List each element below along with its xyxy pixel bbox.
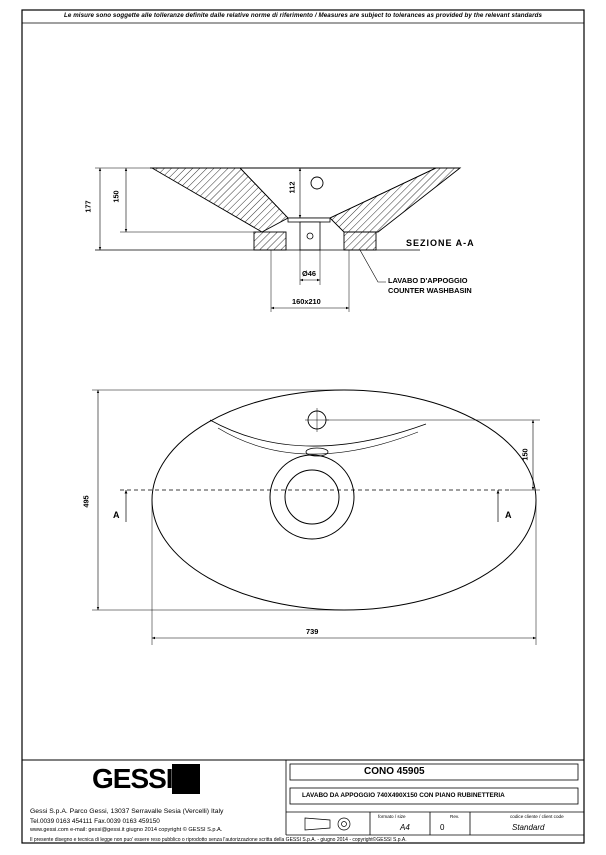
section-wall-left <box>152 168 288 232</box>
drain-ring-outer <box>270 455 354 539</box>
dim-177-label: 177 <box>83 200 93 213</box>
product-code-box <box>290 764 578 780</box>
client-code-value: Standard <box>512 823 545 832</box>
company-line: Gessi S.p.A. Parco Gessi, 13037 Serravalle Sesia (Vercelli) Italy <box>30 808 224 815</box>
tolerance-note: Le misure sono soggette alle tolleranze definite dalle relative norme di riferimento / Measures are subject to tolerances as provided by the relevant standards <box>63 12 543 19</box>
product-code: CONO 45905 <box>364 766 425 777</box>
rev-label: Rev. <box>450 814 460 819</box>
callout-it: LAVABO D'APPOGGIO <box>388 276 468 285</box>
section-title: SEZIONE A-A <box>406 238 475 248</box>
dim-base-label: 160x210 <box>292 297 321 306</box>
format-label: formato / size <box>378 814 406 819</box>
base-left <box>254 232 286 250</box>
footer-note: Il presente disegno e tecnica di legge non puo' essere reso pubblico o riprodotto senza l'autorizzazione scritta della GESSI S.p.A. - giugno 2014 - copyright©GESSI S.p.A. <box>30 837 407 843</box>
plan-view <box>92 390 540 645</box>
sheet-frame <box>22 10 584 843</box>
logo-black-square <box>172 764 200 794</box>
format-value: A4 <box>400 823 410 832</box>
dim-150-plan-label: 150 <box>520 448 530 461</box>
callout-leader <box>360 250 386 282</box>
dim-112-label: 112 <box>287 181 297 194</box>
callout-en: COUNTER WASHBASIN <box>388 286 472 295</box>
tap-hole-section <box>311 177 323 189</box>
dim-739-label: 739 <box>306 627 319 636</box>
projection-symbol <box>305 818 330 830</box>
section-wall-right <box>330 168 460 232</box>
brand-logo: GESSI <box>92 763 173 794</box>
drain-flange <box>288 218 330 222</box>
section-mark-left: A <box>113 510 120 520</box>
dim-150-label: 150 <box>111 190 121 203</box>
drain-ring-inner <box>285 470 339 524</box>
drain-body <box>300 222 320 250</box>
phone-line: Tel.0039 0163 454111 Fax.0039 0163 459150 <box>30 818 160 825</box>
dim-d46-label: Ø46 <box>302 269 316 278</box>
tap-deck-edge <box>210 420 426 446</box>
client-code-label: codice cliente / client code <box>510 814 564 819</box>
dim-495-label: 495 <box>81 495 91 508</box>
product-description: LAVABO DA APPOGGIO 740X490X150 CON PIANO RUBINETTERIA <box>302 792 505 799</box>
section-mark-right: A <box>505 510 512 520</box>
rev-value: 0 <box>440 823 445 832</box>
web-line: www.gessi.com e-mail: gessi@gessi.it giugno 2014 copyright © GESSI S.p.A. <box>30 827 223 833</box>
base-right <box>344 232 376 250</box>
basin-outline <box>152 390 536 610</box>
